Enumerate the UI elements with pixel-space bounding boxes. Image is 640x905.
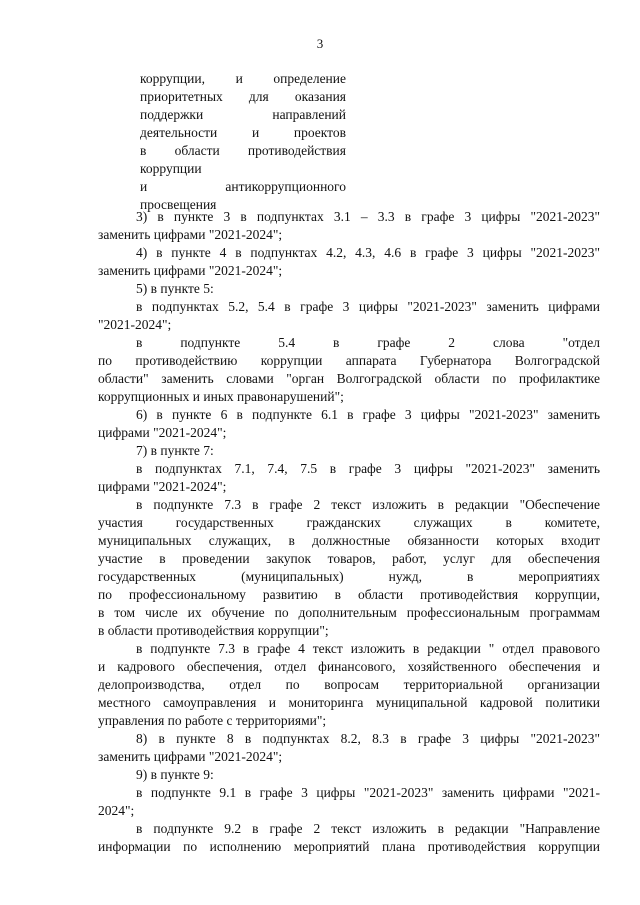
paragraph-line: цифрами "2021-2024"; xyxy=(98,425,227,440)
paragraph-line: информации по исполнению мероприятий плана противодействия коррупции xyxy=(98,839,600,854)
document-body xyxy=(98,208,600,856)
cell-text-line: деятельности и проектов xyxy=(140,125,346,140)
paragraph-line: в том числе их обучение по дополнительным профессиональным программам xyxy=(98,605,600,620)
paragraph-line: участие в проведении закупок товаров, работ, услуг для обеспечения xyxy=(98,551,600,566)
paragraph-line: в подпункте 9.2 в графе 2 текст изложить в редакции "Направление xyxy=(136,821,600,836)
paragraph-line: 3) в пункте 3 в подпунктах 3.1 – 3.3 в графе 3 цифры "2021-2023" xyxy=(136,209,600,224)
paragraph-line: 2024"; xyxy=(98,803,135,818)
paragraph-line: заменить цифрами "2021-2024"; xyxy=(98,227,283,242)
paragraph-line: 9) в пункте 9: xyxy=(136,767,214,782)
page-number: 3 xyxy=(316,36,324,51)
paragraph-line: "2021-2024"; xyxy=(98,317,172,332)
paragraph-line: в подпункте 7.3 в графе 4 текст изложить в редакции " отдел правового xyxy=(136,641,600,656)
paragraph-line: местного самоуправления и мониторинга муниципальной кадровой политики xyxy=(98,695,600,710)
paragraph-line: 5) в пункте 5: xyxy=(136,281,214,296)
paragraph-line: заменить цифрами "2021-2024"; xyxy=(98,263,283,278)
paragraph-line: в подпункте 9.1 в графе 3 цифры "2021-2023" заменить цифрами "2021- xyxy=(136,785,600,800)
paragraph-line: заменить цифрами "2021-2024"; xyxy=(98,749,283,764)
paragraph-line: 8) в пункте 8 в подпунктах 8.2, 8.3 в графе 3 цифры "2021-2023" xyxy=(136,731,600,746)
paragraph-line: 4) в пункте 4 в подпунктах 4.2, 4.3, 4.6 в графе 3 цифры "2021-2023" xyxy=(136,245,600,260)
paragraph-line: 7) в пункте 7: xyxy=(136,443,214,458)
paragraph-line: участия государственных гражданских служащих в комитете, xyxy=(98,515,600,530)
cell-text-line: просвещения xyxy=(140,197,217,212)
paragraph-line: муниципальных служащих, в должностные обязанности которых входит xyxy=(98,533,600,548)
paragraph-line: в области противодействия коррупции"; xyxy=(98,623,329,638)
paragraph-line: коррупционных и иных правонарушений"; xyxy=(98,389,344,404)
paragraph-line: в подпункте 5.4 в графе 2 слова "отдел xyxy=(136,335,600,350)
paragraph-line: области" заменить словами "орган Волгоградской области по профилактике xyxy=(98,371,600,386)
paragraph-line: делопроизводства, отдел по вопросам территориальной организации xyxy=(98,677,600,692)
paragraph-line: в подпунктах 5.2, 5.4 в графе 3 цифры "2021-2023" заменить цифрами xyxy=(136,299,600,314)
paragraph-line: управления по работе с территориями"; xyxy=(98,713,327,728)
paragraph-line: по противодействию коррупции аппарата Губернатора Волгоградской xyxy=(98,353,600,368)
paragraph-line: в подпунктах 7.1, 7.4, 7.5 в графе 3 цифры "2021-2023" заменить xyxy=(136,461,600,476)
cell-text-line: коррупции, и определение xyxy=(140,71,346,86)
cell-text-line: в области противодействия xyxy=(140,143,346,158)
paragraph-line: 6) в пункте 6 в подпункте 6.1 в графе 3 цифры "2021-2023" заменить xyxy=(136,407,600,422)
paragraph-line: цифрами "2021-2024"; xyxy=(98,479,227,494)
cell-text-line: поддержки направлений xyxy=(140,107,346,122)
cell-text-line: и антикоррупционного xyxy=(140,179,346,194)
cell-text-line: коррупции xyxy=(140,161,202,176)
paragraph-line: государственных (муниципальных) нужд, в мероприятиях xyxy=(98,569,600,584)
paragraph-line: в подпункте 7.3 в графе 2 текст изложить в редакции "Обеспечение xyxy=(136,497,600,512)
cell-text-line: приоритетных для оказания xyxy=(140,89,346,104)
paragraph-line: и кадрового обеспечения, отдел финансового, хозяйственного обеспечения и xyxy=(98,659,600,674)
paragraph-line: по профессиональному развитию в области противодействия коррупции, xyxy=(98,587,600,602)
table-cell-continuation xyxy=(140,70,346,214)
